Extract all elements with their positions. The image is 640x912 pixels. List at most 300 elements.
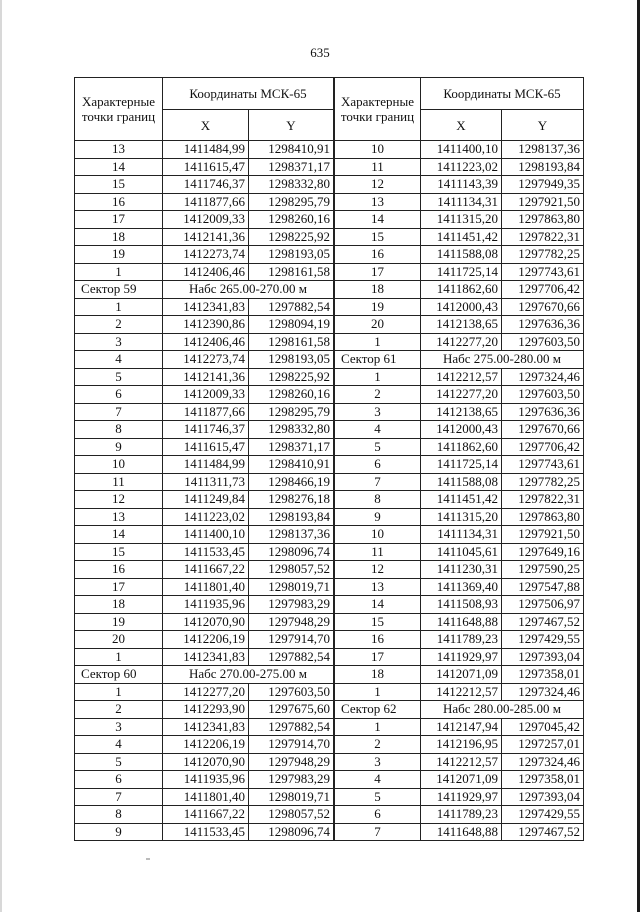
x-coordinate: 1411615,47 (163, 438, 249, 456)
sector-row (75, 281, 334, 299)
x-coordinate: 1411789,23 (421, 631, 502, 649)
table-row (75, 543, 334, 561)
table-row (75, 456, 334, 474)
x-coordinate: 1412196,95 (421, 736, 502, 754)
point-number: 13 (75, 141, 163, 159)
table-row (75, 316, 334, 334)
y-coordinate: 1298019,71 (249, 578, 334, 596)
x-coordinate: 1411667,22 (163, 806, 249, 824)
point-number: 7 (75, 788, 163, 806)
sector-name: Сектор 61 (335, 351, 421, 369)
point-number: 20 (75, 631, 163, 649)
x-coordinate: 1411877,66 (163, 193, 249, 211)
table-row (335, 631, 584, 649)
y-coordinate: 1298332,80 (249, 421, 334, 439)
y-coordinate: 1297782,25 (502, 246, 584, 264)
table-row (75, 333, 334, 351)
y-coordinate: 1298193,84 (502, 158, 584, 176)
x-coordinate: 1412390,86 (163, 316, 249, 334)
x-coordinate: 1412138,65 (421, 316, 502, 334)
x-coordinate: 1412341,83 (163, 718, 249, 736)
y-coordinate: 1297921,50 (502, 526, 584, 544)
point-number: 18 (75, 228, 163, 246)
table-row (335, 368, 584, 386)
point-number: 16 (335, 246, 421, 264)
x-coordinate: 1411667,22 (163, 561, 249, 579)
point-number: 18 (75, 596, 163, 614)
table-row (75, 491, 334, 509)
y-coordinate: 1297983,29 (249, 596, 334, 614)
y-coordinate: 1297358,01 (502, 666, 584, 684)
y-coordinate: 1298057,52 (249, 561, 334, 579)
y-coordinate: 1297257,01 (502, 736, 584, 754)
point-number: 8 (75, 806, 163, 824)
table-row (75, 526, 334, 544)
x-coordinate: 1412071,09 (421, 771, 502, 789)
table-row (335, 193, 584, 211)
point-number: 7 (335, 823, 421, 841)
point-number: 7 (335, 473, 421, 491)
sector-row (335, 701, 584, 719)
table-row (75, 158, 334, 176)
y-coordinate: 1297324,46 (502, 753, 584, 771)
table-row (75, 771, 334, 789)
table-row (75, 193, 334, 211)
x-coordinate: 1411143,39 (421, 176, 502, 194)
table-row (335, 806, 584, 824)
y-coordinate: 1297782,25 (502, 473, 584, 491)
y-coordinate: 1297393,04 (502, 788, 584, 806)
table-row (335, 736, 584, 754)
sector-name: Сектор 62 (335, 701, 421, 719)
table-row (75, 438, 334, 456)
y-coordinate: 1297603,50 (249, 683, 334, 701)
x-coordinate: 1411484,99 (163, 141, 249, 159)
y-coordinate: 1297863,80 (502, 211, 584, 229)
x-coordinate: 1412212,57 (421, 683, 502, 701)
x-coordinate: 1411801,40 (163, 788, 249, 806)
table-row (335, 246, 584, 264)
point-number: 19 (75, 613, 163, 631)
sector-height-range: Набс 280.00-285.00 м (421, 701, 584, 719)
x-coordinate: 1411230,31 (421, 561, 502, 579)
x-coordinate: 1412206,19 (163, 736, 249, 754)
x-coordinate: 1411801,40 (163, 578, 249, 596)
table-row (335, 421, 584, 439)
y-coordinate: 1298096,74 (249, 543, 334, 561)
table-row (335, 823, 584, 841)
table-row (75, 351, 334, 369)
point-number: 8 (75, 421, 163, 439)
point-number: 2 (75, 701, 163, 719)
table-row (75, 631, 334, 649)
point-number: 1 (335, 718, 421, 736)
points-header: Характерные точки границ (335, 78, 421, 141)
point-number: 2 (335, 736, 421, 754)
y-coordinate: 1297324,46 (502, 683, 584, 701)
right-table-body (335, 141, 584, 841)
points-header: Характерные точки границ (75, 78, 163, 141)
y-coordinate: 1298193,05 (249, 246, 334, 264)
point-number: 11 (75, 473, 163, 491)
x-coordinate: 1412141,36 (163, 368, 249, 386)
y-coordinate: 1297324,46 (502, 368, 584, 386)
sector-name: Сектор 59 (75, 281, 163, 299)
table-row (335, 298, 584, 316)
point-number: 17 (75, 211, 163, 229)
table-row (335, 788, 584, 806)
point-number: 11 (335, 158, 421, 176)
point-number: 9 (335, 508, 421, 526)
table-row (335, 263, 584, 281)
y-coordinate: 1297590,25 (502, 561, 584, 579)
point-number: 3 (75, 333, 163, 351)
point-number: 13 (75, 508, 163, 526)
sector-height-range: Набс 265.00-270.00 м (163, 281, 334, 299)
point-number: 8 (335, 491, 421, 509)
point-number: 4 (335, 771, 421, 789)
x-coordinate: 1411648,88 (421, 613, 502, 631)
x-coordinate: 1412406,46 (163, 263, 249, 281)
x-coordinate: 1412009,33 (163, 211, 249, 229)
y-coordinate: 1297914,70 (249, 631, 334, 649)
table-row (75, 648, 334, 666)
y-coordinate: 1298096,74 (249, 823, 334, 841)
point-number: 5 (335, 788, 421, 806)
table-row (75, 596, 334, 614)
table-row (335, 211, 584, 229)
table-row (335, 596, 584, 614)
sector-row (335, 351, 584, 369)
point-number: 2 (75, 316, 163, 334)
point-number: 10 (75, 456, 163, 474)
y-coordinate: 1297675,60 (249, 701, 334, 719)
point-number: 11 (335, 543, 421, 561)
point-number: 12 (335, 561, 421, 579)
x-coordinate: 1411935,96 (163, 596, 249, 614)
point-number: 15 (335, 228, 421, 246)
x-coordinate: 1411400,10 (421, 141, 502, 159)
y-coordinate: 1297045,42 (502, 718, 584, 736)
y-coordinate: 1297921,50 (502, 193, 584, 211)
x-coordinate: 1411315,20 (421, 508, 502, 526)
point-number: 9 (75, 438, 163, 456)
y-coordinate: 1298371,17 (249, 438, 334, 456)
point-number: 14 (335, 596, 421, 614)
table-row (75, 806, 334, 824)
x-coordinate: 1411533,45 (163, 823, 249, 841)
coords-header: Координаты МСК-65 (163, 78, 334, 110)
y-coordinate: 1297863,80 (502, 508, 584, 526)
table-row (75, 578, 334, 596)
point-number: 5 (75, 368, 163, 386)
x-coordinate: 1411134,31 (421, 526, 502, 544)
table-row (75, 298, 334, 316)
table-row (75, 421, 334, 439)
x-coordinate: 1411789,23 (421, 806, 502, 824)
x-coordinate: 1412277,20 (163, 683, 249, 701)
point-number: 15 (75, 176, 163, 194)
x-coordinate: 1411929,97 (421, 648, 502, 666)
x-coordinate: 1411588,08 (421, 473, 502, 491)
point-number: 5 (75, 753, 163, 771)
point-number: 4 (75, 736, 163, 754)
point-number: 1 (75, 298, 163, 316)
point-number: 6 (335, 806, 421, 824)
x-coordinate: 1411862,60 (421, 281, 502, 299)
y-coordinate: 1298332,80 (249, 176, 334, 194)
x-coordinate: 1412406,46 (163, 333, 249, 351)
table-row (335, 543, 584, 561)
y-coordinate: 1297429,55 (502, 631, 584, 649)
table-row (75, 613, 334, 631)
point-number: 1 (335, 683, 421, 701)
table-row (335, 438, 584, 456)
x-coordinate: 1412273,74 (163, 351, 249, 369)
y-coordinate: 1298466,19 (249, 473, 334, 491)
y-coordinate: 1298193,05 (249, 351, 334, 369)
table-row (335, 386, 584, 404)
point-number: 6 (75, 771, 163, 789)
table-row (335, 683, 584, 701)
point-number: 16 (335, 631, 421, 649)
table-row (335, 771, 584, 789)
point-number: 3 (75, 718, 163, 736)
table-row (335, 158, 584, 176)
x-coordinate: 1412212,57 (421, 753, 502, 771)
point-number: 2 (335, 386, 421, 404)
x-coordinate: 1411134,31 (421, 193, 502, 211)
sector-name: Сектор 60 (75, 666, 163, 684)
sector-height-range: Набс 270.00-275.00 м (163, 666, 334, 684)
table-row (335, 456, 584, 474)
point-number: 12 (75, 491, 163, 509)
table-row (335, 666, 584, 684)
y-coordinate: 1298225,92 (249, 228, 334, 246)
left-coordinates-table (74, 77, 334, 841)
coords-header: Координаты МСК-65 (421, 78, 584, 110)
y-coordinate: 1297949,35 (502, 176, 584, 194)
x-coordinate: 1412138,65 (421, 403, 502, 421)
x-coordinate: 1412070,90 (163, 753, 249, 771)
table-row (335, 718, 584, 736)
sector-height-range: Набс 275.00-280.00 м (421, 351, 584, 369)
x-coordinate: 1411451,42 (421, 228, 502, 246)
x-coordinate: 1411588,08 (421, 246, 502, 264)
point-number: 1 (335, 333, 421, 351)
y-coordinate: 1298225,92 (249, 368, 334, 386)
point-number: 17 (335, 648, 421, 666)
y-coordinate: 1298276,18 (249, 491, 334, 509)
table-row (75, 736, 334, 754)
x-coordinate: 1412141,36 (163, 228, 249, 246)
point-number: 7 (75, 403, 163, 421)
y-coordinate: 1297822,31 (502, 228, 584, 246)
x-header: X (421, 110, 502, 141)
x-coordinate: 1411725,14 (421, 456, 502, 474)
x-coordinate: 1411508,93 (421, 596, 502, 614)
point-number: 18 (335, 666, 421, 684)
y-coordinate: 1298260,16 (249, 386, 334, 404)
y-coordinate: 1297948,29 (249, 613, 334, 631)
y-coordinate: 1298295,79 (249, 403, 334, 421)
point-number: 13 (335, 193, 421, 211)
point-number: 6 (75, 386, 163, 404)
table-row (75, 141, 334, 159)
point-number: 19 (335, 298, 421, 316)
y-coordinate: 1298161,58 (249, 263, 334, 281)
x-coordinate: 1412070,90 (163, 613, 249, 631)
page-edge-left (0, 0, 2, 912)
table-row (335, 561, 584, 579)
x-coordinate: 1411451,42 (421, 491, 502, 509)
point-number: 16 (75, 561, 163, 579)
y-coordinate: 1297706,42 (502, 281, 584, 299)
table-row (75, 683, 334, 701)
x-coordinate: 1412071,09 (421, 666, 502, 684)
y-coordinate: 1297358,01 (502, 771, 584, 789)
y-coordinate: 1297429,55 (502, 806, 584, 824)
y-coordinate: 1298057,52 (249, 806, 334, 824)
table-row (75, 246, 334, 264)
table-row (335, 141, 584, 159)
x-coordinate: 1411929,97 (421, 788, 502, 806)
point-number: 1 (75, 648, 163, 666)
y-coordinate: 1298137,36 (502, 141, 584, 159)
y-coordinate: 1298371,17 (249, 158, 334, 176)
x-coordinate: 1412206,19 (163, 631, 249, 649)
y-coordinate: 1298295,79 (249, 193, 334, 211)
y-coordinate: 1297882,54 (249, 718, 334, 736)
x-header: X (163, 110, 249, 141)
y-coordinate: 1297506,97 (502, 596, 584, 614)
point-number: 19 (75, 246, 163, 264)
y-coordinate: 1298410,91 (249, 456, 334, 474)
y-coordinate: 1297603,50 (502, 386, 584, 404)
table-row (75, 211, 334, 229)
right-coordinates-table (334, 77, 584, 841)
y-coordinate: 1297670,66 (502, 298, 584, 316)
x-coordinate: 1412000,43 (421, 298, 502, 316)
table-row (75, 473, 334, 491)
point-number: 1 (75, 683, 163, 701)
y-coordinate: 1297649,16 (502, 543, 584, 561)
point-number: 4 (335, 421, 421, 439)
left-table-body (75, 141, 334, 841)
point-number: 4 (75, 351, 163, 369)
y-coordinate: 1297706,42 (502, 438, 584, 456)
x-coordinate: 1411746,37 (163, 176, 249, 194)
x-coordinate: 1411249,84 (163, 491, 249, 509)
point-number: 18 (335, 281, 421, 299)
table-row (335, 316, 584, 334)
point-number: 3 (335, 753, 421, 771)
point-number: 10 (335, 526, 421, 544)
point-number: 15 (335, 613, 421, 631)
table-row (335, 281, 584, 299)
y-coordinate: 1297882,54 (249, 298, 334, 316)
table-row (335, 508, 584, 526)
x-coordinate: 1412000,43 (421, 421, 502, 439)
table-row (75, 228, 334, 246)
point-number: 1 (75, 263, 163, 281)
point-number: 5 (335, 438, 421, 456)
point-number: 16 (75, 193, 163, 211)
y-header: Y (249, 110, 334, 141)
point-number: 13 (335, 578, 421, 596)
y-coordinate: 1297743,61 (502, 456, 584, 474)
y-coordinate: 1298193,84 (249, 508, 334, 526)
x-coordinate: 1412293,90 (163, 701, 249, 719)
y-header: Y (502, 110, 584, 141)
x-coordinate: 1411725,14 (421, 263, 502, 281)
y-coordinate: 1297547,88 (502, 578, 584, 596)
table-row (75, 403, 334, 421)
y-coordinate: 1297393,04 (502, 648, 584, 666)
y-coordinate: 1297948,29 (249, 753, 334, 771)
table-row (75, 386, 334, 404)
y-coordinate: 1297743,61 (502, 263, 584, 281)
x-coordinate: 1412009,33 (163, 386, 249, 404)
x-coordinate: 1411311,73 (163, 473, 249, 491)
point-number: 15 (75, 543, 163, 561)
table-row (75, 561, 334, 579)
x-coordinate: 1411223,02 (421, 158, 502, 176)
y-coordinate: 1297636,36 (502, 316, 584, 334)
x-coordinate: 1411315,20 (421, 211, 502, 229)
y-coordinate: 1298019,71 (249, 788, 334, 806)
table-row (335, 403, 584, 421)
point-number: 14 (75, 158, 163, 176)
point-number: 17 (335, 263, 421, 281)
table-row (75, 701, 334, 719)
y-coordinate: 1298410,91 (249, 141, 334, 159)
table-row (335, 526, 584, 544)
y-coordinate: 1297603,50 (502, 333, 584, 351)
x-coordinate: 1412273,74 (163, 246, 249, 264)
x-coordinate: 1411746,37 (163, 421, 249, 439)
point-number: 12 (335, 176, 421, 194)
y-coordinate: 1298161,58 (249, 333, 334, 351)
x-coordinate: 1411862,60 (421, 438, 502, 456)
coordinates-tables (74, 77, 582, 841)
point-number: 20 (335, 316, 421, 334)
y-coordinate: 1298260,16 (249, 211, 334, 229)
x-coordinate: 1412277,20 (421, 333, 502, 351)
table-row (335, 613, 584, 631)
table-row (335, 491, 584, 509)
y-coordinate: 1297882,54 (249, 648, 334, 666)
y-coordinate: 1297467,52 (502, 613, 584, 631)
y-coordinate: 1298137,36 (249, 526, 334, 544)
y-coordinate: 1297983,29 (249, 771, 334, 789)
x-coordinate: 1411648,88 (421, 823, 502, 841)
table-row (335, 228, 584, 246)
y-coordinate: 1298094,19 (249, 316, 334, 334)
page-number: 635 (310, 45, 330, 60)
table-row (75, 368, 334, 386)
table-row (75, 753, 334, 771)
table-row (75, 176, 334, 194)
x-coordinate: 1411877,66 (163, 403, 249, 421)
point-number: 1 (335, 368, 421, 386)
table-row (75, 718, 334, 736)
scan-speck (146, 858, 150, 860)
y-coordinate: 1297636,36 (502, 403, 584, 421)
x-coordinate: 1411045,61 (421, 543, 502, 561)
table-row (75, 823, 334, 841)
table-row (75, 508, 334, 526)
